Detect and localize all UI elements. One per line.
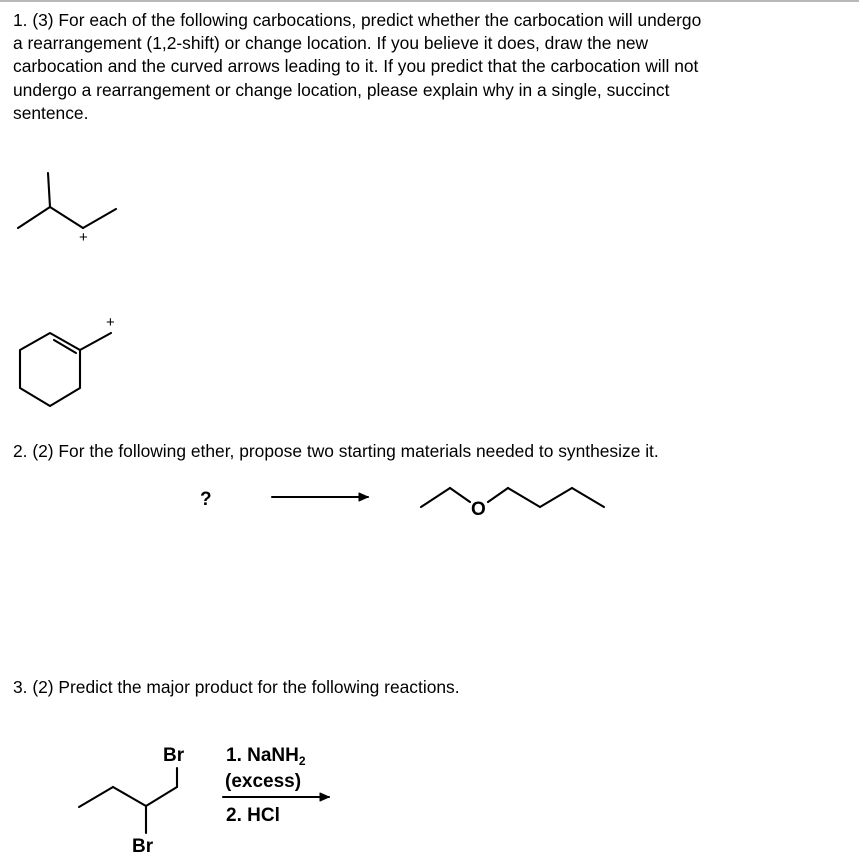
ether-oxygen: O [471,499,486,520]
reagent-step-2: 2. HCl [226,805,280,826]
reagent-step-1-text: 1. NaNH [226,745,299,766]
carbocation-1-charge: + [79,229,88,246]
question-1-line: 1. (3) For each of the following carbocations, predict whether the carbocation will undergo [13,10,702,30]
arrow-head [320,793,329,801]
unknown-starting-materials: ? [200,489,212,510]
bromine-top: Br [163,745,185,766]
question-1-line: undergo a rearrangement or change location, please explain why in a single, succinct [13,79,670,100]
bromine-bottom: Br [132,836,154,857]
question-3-heading: 3. (2) Predict the major product for the following reactions. [13,677,460,697]
question-1-line: carbocation and the curved arrows leading to it. If you predict that the carbocation will not [13,56,699,77]
question-1-line: a rearrangement (1,2-shift) or change location. If you believe it does, draw the new [13,33,649,54]
reagent-excess: (excess) [225,771,302,792]
reagent-subscript: 2 [298,754,306,768]
question-1-line: sentence. [13,102,89,123]
question-2-heading: 2. (2) For the following ether, propose two starting materials needed to synthesize it. [13,441,659,461]
carbocation-2-charge: + [106,314,115,331]
